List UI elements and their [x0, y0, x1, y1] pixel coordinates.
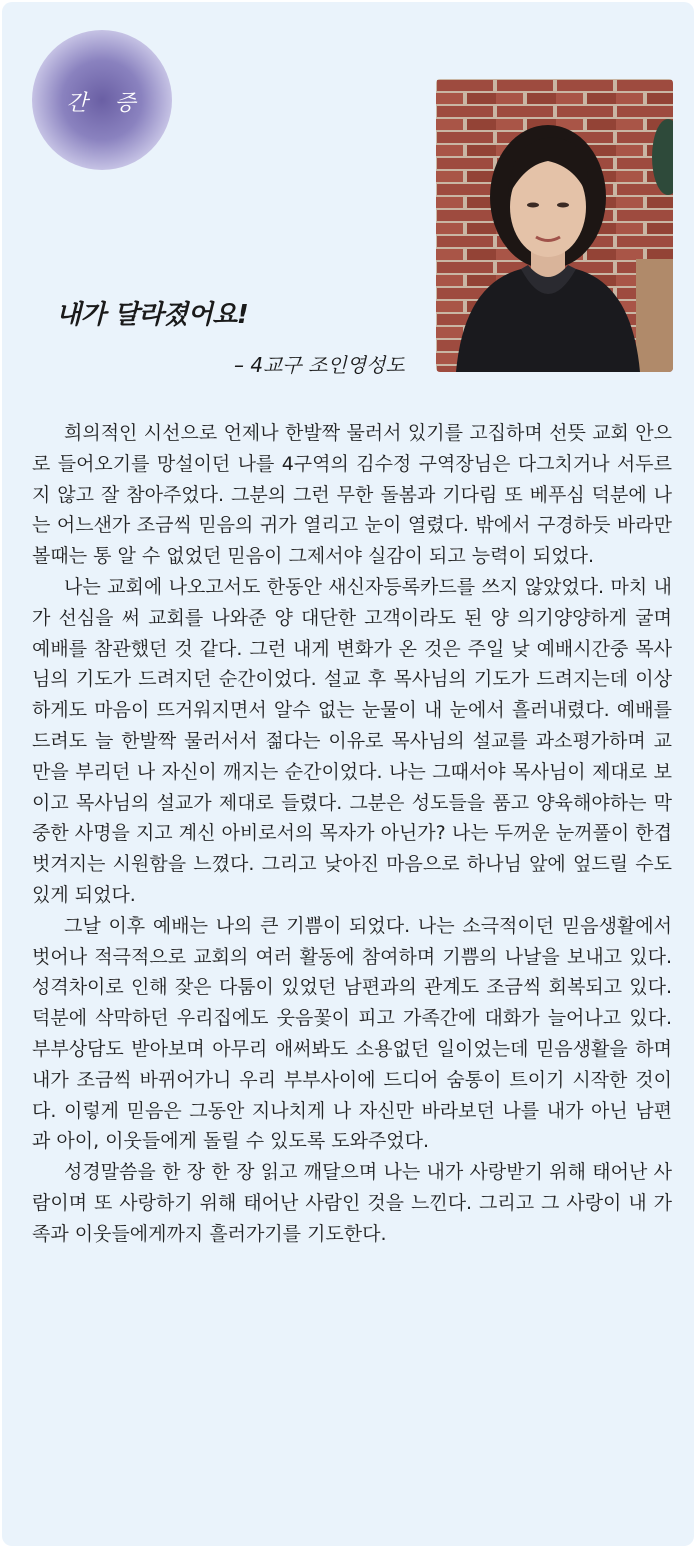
testimony-page — [2, 2, 694, 1546]
article-body — [32, 418, 672, 1250]
article-title: 내가 달라졌어요! — [56, 300, 249, 330]
article-paragraph: 성경말씀을 한 장 한 장 읽고 깨달으며 나는 내가 사랑받기 위해 태어난 사람이며 또 사랑하기 위해 태어난 사람인 것을 느낀다. 그리고 그 사랑이 내 가족과 이웃들에게까지 흘러가기를 기도한다. — [32, 1161, 672, 1245]
section-badge — [32, 30, 172, 170]
author-photo — [436, 79, 673, 372]
section-badge-label: 간 증 — [66, 91, 146, 116]
article-paragraph: 나는 교회에 나오고서도 한동안 새신자등록카드를 쓰지 않았었다. 마치 내가 선심을 써 교회를 나와준 양 대단한 고객이라도 된 양 의기양양하게 굴며 예배를 참관했던 것 같다. 그런 내게 변화가 온 것은 주일 낮 예배시간중 목사님의 기도가 드려지던 순간이었다. 설교 후 목사님의 기도가 드려지는데 이상하게도 마음이 뜨거워지면서 알수 없는 눈물이 내 눈에서 흘러내렸다. 예배를 드려도 늘 한발짝 물러서서 젊다는 이유로 목사님의 설교를 과소평가하며 교만을 부리던 나 자신이 깨지는 순간이었다. 나는 그때서야 목사님이 제대로 보이고 목사님의 설교가 제대로 들렸다. 그분은 성도들을 품고 양육해야하는 막중한 사명을 지고 계신 아비로서의 목자가 아닌가? 나는 두꺼운 눈꺼풀이 한겹 벗겨지는 시원함을 느꼈다. 그리고 낮아진 마음으로 하나님 앞에 엎드릴 수도 있게 되었다. — [32, 575, 672, 906]
article-paragraph: 그날 이후 예배는 나의 큰 기쁨이 되었다. 나는 소극적이던 믿음생활에서 벗어나 적극적으로 교회의 여러 활동에 참여하며 기쁨의 나날을 보내고 있다. 성격차이로 인해 잦은 다툼이 있었던 남편과의 관계도 조금씩 회복되고 있다. 덕분에 삭막하던 우리집에도 웃음꽃이 피고 가족간에 대화가 늘어나고 있다. 부부상담도 받아보며 아무리 애써봐도 소용없던 일이었는데 믿음생활을 하며 내가 조금씩 바뀌어가니 우리 부부사이에 드디어 숨통이 트이기 시작한 것이다. 이렇게 믿음은 그동안 지나치게 나 자신만 바라보던 나를 내가 아닌 남편과 아이, 이웃들에게 돌릴 수 있도록 도와주었다. — [32, 914, 672, 1153]
article-paragraph: 희의적인 시선으로 언제나 한발짝 물러서 있기를 고집하며 선뜻 교회 안으로 들어오기를 망설이던 나를 4구역의 김수정 구역장님은 다그치거나 서두르지 않고 잘 참아주었다. 그분의 그런 무한 돌봄과 기다림 또 베푸심 덕분에 나는 어느샌가 조금씩 믿음의 귀가 열리고 눈이 열렸다. 밖에서 구경하듯 바라만 볼때는 통 알 수 없었던 믿음이 그제서야 실감이 되고 능력이 되었다. — [32, 422, 672, 568]
article-byline: – 4교구 조인영성도 — [234, 353, 405, 377]
author-portrait-image — [436, 79, 673, 372]
